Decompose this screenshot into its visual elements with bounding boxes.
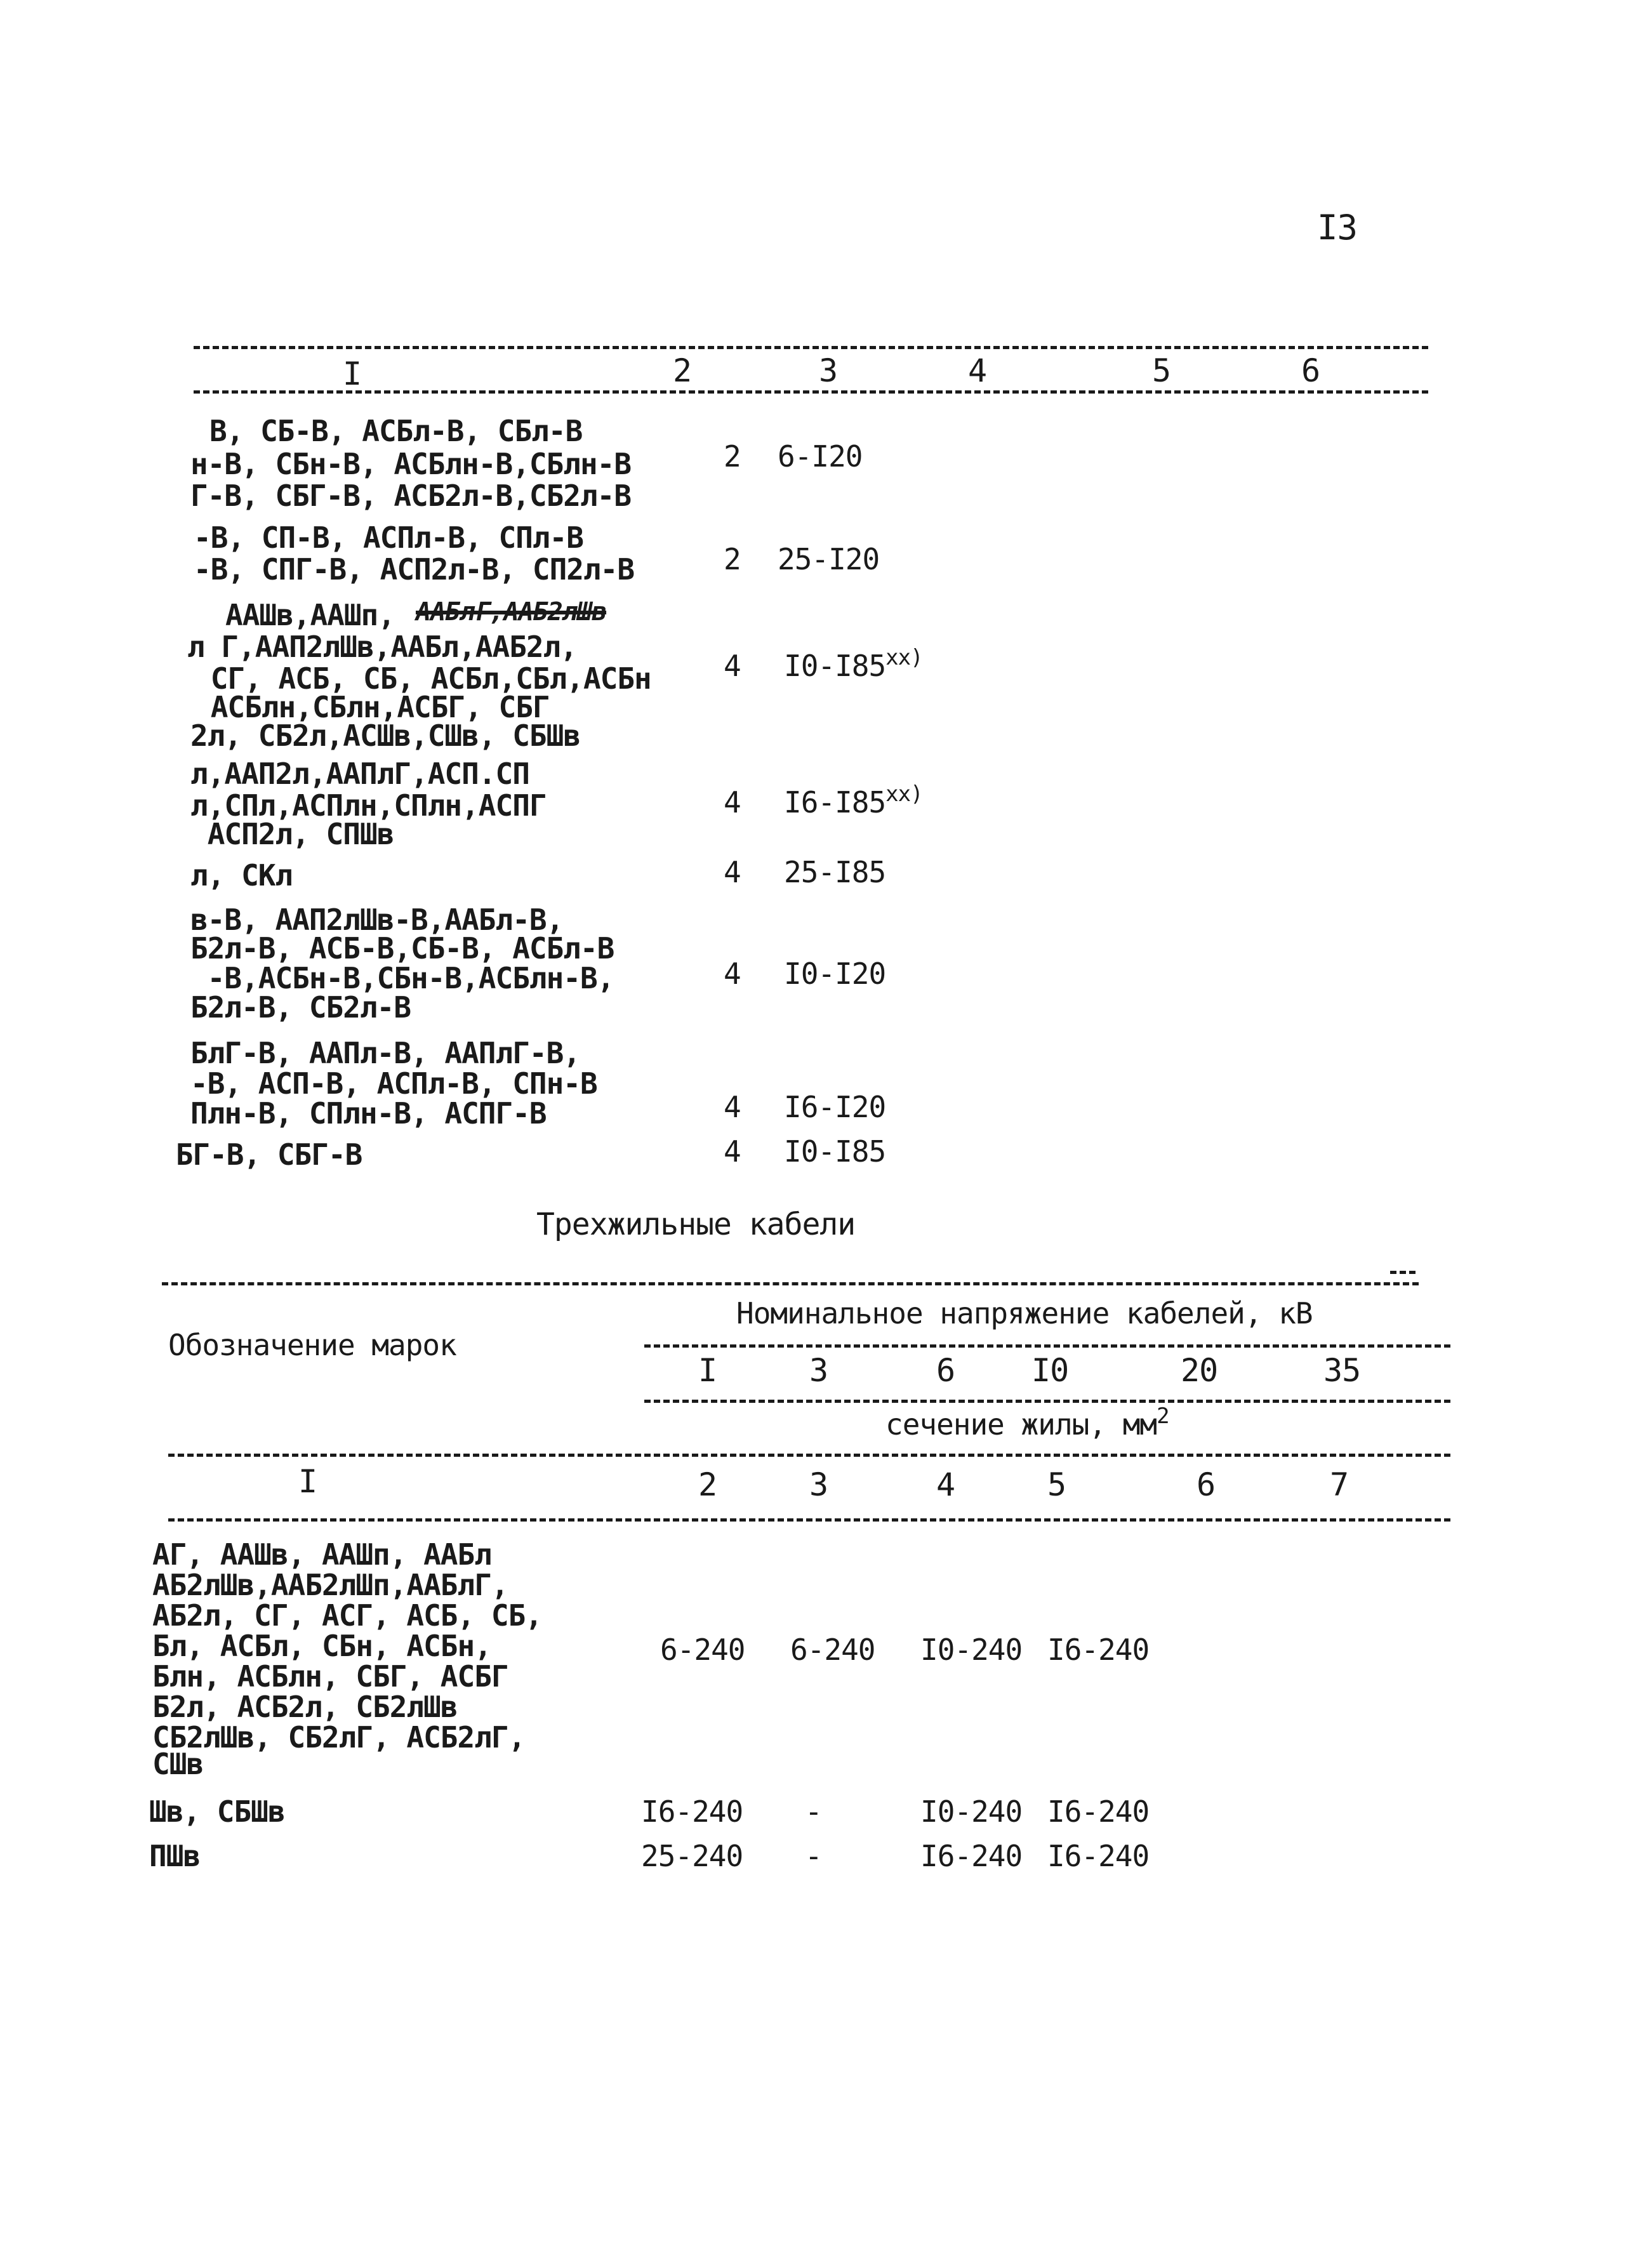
- row-cores: 2: [724, 439, 741, 474]
- section-header: [885, 1403, 1169, 1446]
- voltage-20: 20: [1181, 1352, 1218, 1389]
- table2-header-rule: [168, 1454, 1450, 1457]
- value-10kv: I6-240: [1047, 1839, 1150, 1873]
- row-marks-line: -В,АСБн-В,СБн-В,АСБлн-В,: [190, 961, 614, 995]
- value-3kv: -: [805, 1839, 822, 1873]
- row-section: I6-I20: [784, 1090, 886, 1124]
- value-3kv: -: [805, 1794, 822, 1829]
- voltage-6: 6: [936, 1352, 955, 1389]
- table2-col1-header: Обозначение марок: [168, 1328, 456, 1362]
- row-section: 25-I85: [784, 855, 886, 889]
- row-cores: 4: [724, 957, 741, 991]
- section-title: Трехжильные кабели: [536, 1207, 856, 1242]
- row-section: [784, 781, 923, 824]
- row-marks-line: Б2л-В, СБ2л-В: [190, 990, 411, 1025]
- row-marks-line: БГ-В, СБГ-В: [159, 1137, 362, 1172]
- row-marks-line: -В, СПГ-В, АСП2л-В, СП2л-В: [194, 552, 635, 587]
- row-marks-line: БлГ-В, ААПл-В, ААПлГ-В,: [190, 1036, 580, 1070]
- row-section: [784, 647, 923, 687]
- row-marks-line: АГ, ААШв, ААШп, ААБл: [152, 1537, 491, 1572]
- row-marks-line: Шв, СБШв: [149, 1794, 285, 1829]
- table1-header-col6: 6: [1301, 352, 1320, 389]
- row-marks-line: Б2л-В, АСБ-В,СБ-В, АСБл-В: [190, 931, 614, 965]
- row-marks-line: -В, СП-В, АСПл-В, СПл-В: [194, 521, 583, 555]
- row-cores: 4: [724, 1134, 741, 1169]
- table2-top-rule-tick: [1390, 1271, 1416, 1274]
- table2-colnum-3: 3: [809, 1466, 828, 1503]
- section-value: I0-I85: [784, 649, 886, 683]
- footnote-mark: xx): [885, 781, 923, 807]
- value-1kv: 6-240: [660, 1633, 745, 1667]
- table1-header-col5: 5: [1152, 352, 1171, 389]
- row-marks-line: В, СБ-В, АСБл-В, СБл-В: [209, 414, 583, 448]
- value-1kv: 25-240: [641, 1839, 743, 1873]
- row-marks-line: АСП2л, СПШв: [190, 817, 394, 851]
- row-marks-line: н-В, СБн-В, АСБлн-В,СБлн-В: [190, 447, 632, 481]
- row-marks-line: СГ, АСБ, СБ, АСБл,СБл,АСБн: [194, 661, 651, 696]
- row-marks-line: СШв: [152, 1747, 204, 1781]
- table1-header-col4: 4: [968, 352, 987, 389]
- voltage-35: 35: [1323, 1352, 1361, 1389]
- row-marks-line: ААШв,ААШп,: [225, 598, 395, 632]
- row-marks-line: л, СКл: [190, 858, 293, 892]
- row-section: 25-I20: [778, 542, 880, 576]
- voltage-10: I0: [1031, 1352, 1069, 1389]
- table2-colnum-5: 5: [1047, 1466, 1066, 1503]
- voltage-header: Номинальное напряжение кабелей, кВ: [736, 1296, 1313, 1330]
- table2-colnum-6: 6: [1197, 1466, 1216, 1503]
- row-marks-line: Б2л, АСБ2л, СБ2лШв: [152, 1690, 458, 1724]
- row-marks-line: Г-В, СБГ-В, АСБ2л-В,СБ2л-В: [190, 479, 632, 513]
- row-cores: 4: [724, 649, 741, 683]
- row-cores: 2: [724, 542, 741, 576]
- section-header-text: сечение жилы, мм: [885, 1407, 1157, 1442]
- row-marks-line: Бл, АСБл, СБн, АСБн,: [152, 1629, 491, 1663]
- section-header-sup: 2: [1157, 1403, 1169, 1429]
- table1-header-rule: [194, 390, 1428, 394]
- row-marks-line: Блн, АСБлн, СБГ, АСБГ: [152, 1659, 508, 1694]
- row-cores: 4: [724, 785, 741, 819]
- row-section: 6-I20: [778, 439, 863, 474]
- table2-colnum-4: 4: [936, 1466, 955, 1503]
- table1-header-col3: 3: [819, 352, 838, 389]
- row-marks-line: 2л, СБ2л,АСШв,СШв, СБШв: [190, 719, 580, 753]
- table2-colnum-7: 7: [1330, 1466, 1349, 1503]
- value-6kv: I0-240: [920, 1633, 1023, 1667]
- section-value: I6-I85: [784, 785, 886, 819]
- row-section: I0-I85: [784, 1134, 886, 1169]
- row-marks-line: л,ААП2л,ААПлГ,АСП.СП: [190, 757, 529, 791]
- table2-colnum-rule: [168, 1518, 1450, 1522]
- voltage-values-rule: [644, 1400, 1450, 1403]
- table1-top-rule: [194, 346, 1428, 349]
- row-marks-line: Плн-В, СПлн-В, АСПГ-В: [190, 1096, 547, 1131]
- struck-out-marks: ААБлГ,ААБ2лШв: [416, 597, 607, 627]
- row-marks-line: -В, АСП-В, АСПл-В, СПн-В: [190, 1066, 597, 1101]
- voltage-header-rule: [644, 1344, 1450, 1348]
- value-10kv: I6-240: [1047, 1633, 1150, 1667]
- value-6kv: I6-240: [920, 1839, 1023, 1873]
- page-number: I3: [1317, 208, 1358, 248]
- table2-top-rule: [162, 1282, 1419, 1285]
- voltage-3: 3: [809, 1352, 828, 1389]
- table2-colnum-2: 2: [698, 1466, 717, 1503]
- row-cores: 4: [724, 1090, 741, 1124]
- value-10kv: I6-240: [1047, 1794, 1150, 1829]
- row-cores: 4: [724, 855, 741, 889]
- value-3kv: 6-240: [790, 1633, 875, 1667]
- table1-header-col2: 2: [673, 352, 692, 389]
- row-section: I0-I20: [784, 957, 886, 991]
- row-marks-line: АБ2л, СГ, АСГ, АСБ, СБ,: [152, 1598, 542, 1633]
- row-marks-line: ПШв: [149, 1839, 201, 1873]
- row-marks-line: л,СПл,АСПлн,СПлн,АСПГ: [190, 788, 547, 823]
- row-marks-line: СБ2лШв, СБ2лГ, АСБ2лГ,: [152, 1720, 526, 1754]
- footnote-mark: xx): [885, 645, 923, 670]
- row-marks-line: АСБлн,СБлн,АСБГ, СБГ: [194, 690, 550, 724]
- row-marks-line: в-В, ААП2лШв-В,ААБл-В,: [190, 903, 564, 937]
- row-marks-line: АБ2лШв,ААБ2лШп,ААБлГ,: [152, 1568, 508, 1602]
- table2-colnum-1: I: [298, 1463, 317, 1500]
- value-6kv: I0-240: [920, 1794, 1023, 1829]
- row-marks-line: л Г,ААП2лШв,ААБл,ААБ2л,: [187, 630, 577, 664]
- table1-header-col1: I: [343, 355, 362, 392]
- voltage-1: I: [698, 1352, 717, 1389]
- value-1kv: I6-240: [641, 1794, 743, 1829]
